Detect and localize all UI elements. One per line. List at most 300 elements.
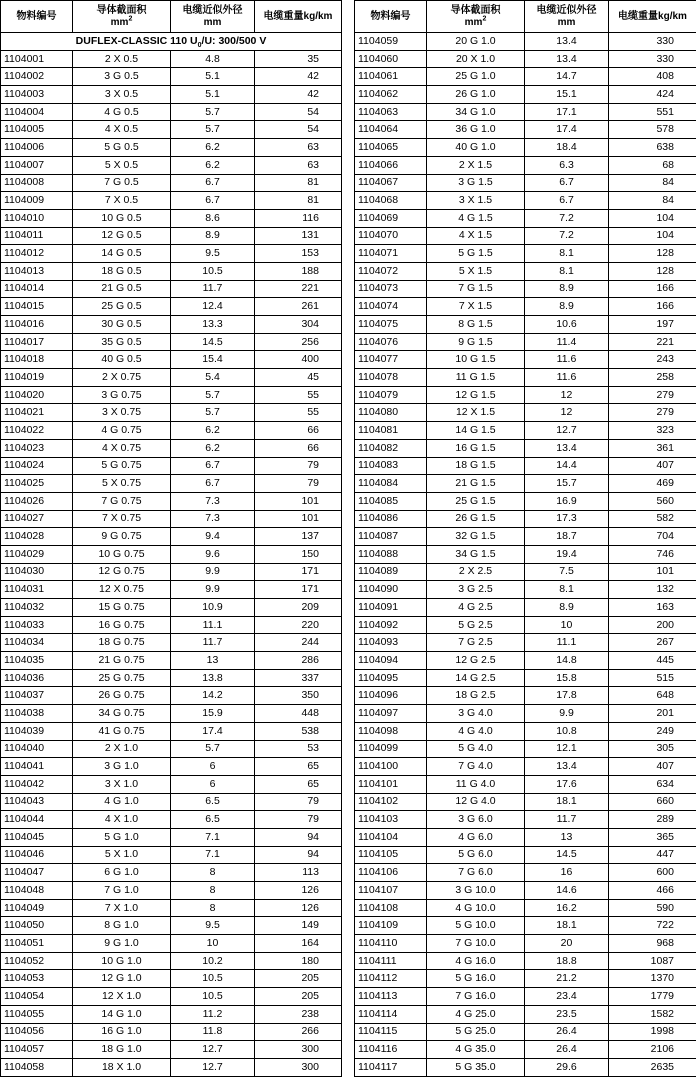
cell-diameter: 14.5 [525,846,609,864]
cell-diameter: 13.4 [525,50,609,68]
table-row [355,758,696,776]
cell-code: 1104001 [1,50,73,68]
cell-code: 1104003 [1,86,73,104]
table-row [355,298,696,316]
cell-diameter: 6.2 [171,139,255,157]
cell-diameter: 5.1 [171,86,255,104]
cell-code: 1104031 [1,581,73,599]
cell-diameter: 21.2 [525,970,609,988]
cell-diameter: 11.2 [171,1005,255,1023]
cell-section: 34 G 1.0 [427,103,525,121]
cell-code: 1104084 [355,475,427,493]
table-row [355,1041,696,1059]
header-weight: 电缆重量kg/km [255,1,342,33]
cell-section: 16 G 0.75 [73,616,171,634]
cell-diameter: 11.7 [171,634,255,652]
cell-code: 1104041 [1,758,73,776]
cell-section: 7 X 1.5 [427,298,525,316]
table-row [355,616,696,634]
table-row [1,599,342,617]
cell-diameter: 9.5 [171,917,255,935]
cell-section: 21 G 1.5 [427,475,525,493]
cell-section: 26 G 1.5 [427,510,525,528]
table-row [1,616,342,634]
cell-code: 1104002 [1,68,73,86]
table-row [355,811,696,829]
cell-section: 25 G 0.5 [73,298,171,316]
table-row [355,86,696,104]
cell-code: 1104007 [1,156,73,174]
cell-section: 34 G 1.5 [427,545,525,563]
cell-weight: 104 [609,209,696,227]
table-row [1,545,342,563]
cell-code: 1104056 [1,1023,73,1041]
cell-diameter: 12.1 [525,740,609,758]
table-row [1,298,342,316]
cell-weight: 300 [255,1041,342,1059]
cell-weight: 201 [609,705,696,723]
cell-weight: 171 [255,563,342,581]
cell-section: 25 G 1.0 [427,68,525,86]
cell-code: 1104070 [355,227,427,245]
cell-weight: 244 [255,634,342,652]
cell-diameter: 8 [171,899,255,917]
cell-section: 18 G 1.5 [427,457,525,475]
table-row [1,882,342,900]
cell-diameter: 15.8 [525,669,609,687]
cell-diameter: 23.5 [525,1005,609,1023]
table-row [1,139,342,157]
cell-weight: 101 [609,563,696,581]
cell-code: 1104104 [355,828,427,846]
cell-diameter: 8.9 [525,599,609,617]
cell-weight: 63 [255,139,342,157]
cell-weight: 407 [609,457,696,475]
cell-code: 1104048 [1,882,73,900]
cell-section: 25 G 0.75 [73,669,171,687]
cell-weight: 600 [609,864,696,882]
cell-code: 1104065 [355,139,427,157]
cell-diameter: 8.9 [525,298,609,316]
cell-section: 15 G 0.75 [73,599,171,617]
table-row [355,262,696,280]
table-row [355,139,696,157]
table-row [355,475,696,493]
cell-weight: 279 [609,386,696,404]
cell-code: 1104069 [355,209,427,227]
table-row [1,86,342,104]
cell-section: 4 X 0.5 [73,121,171,139]
cell-code: 1104083 [355,457,427,475]
cell-weight: 166 [609,298,696,316]
cell-weight: 221 [255,280,342,298]
cell-section: 5 G 16.0 [427,970,525,988]
cell-diameter: 12.7 [525,422,609,440]
cell-code: 1104036 [1,669,73,687]
table-row [355,740,696,758]
table-row [1,422,342,440]
header-diameter: 电缆近似外径 mm [171,1,255,33]
cell-weight: 267 [609,634,696,652]
cell-diameter: 13 [525,828,609,846]
cell-section: 3 X 1.5 [427,192,525,210]
cell-section: 4 G 6.0 [427,828,525,846]
table-row [1,634,342,652]
cell-weight: 266 [255,1023,342,1041]
cell-section: 5 X 1.0 [73,846,171,864]
cell-diameter: 6.7 [525,174,609,192]
cell-diameter: 16.9 [525,492,609,510]
table-row [1,846,342,864]
cell-section: 3 G 4.0 [427,705,525,723]
table-row [1,510,342,528]
cell-code: 1104045 [1,828,73,846]
cell-code: 1104004 [1,103,73,121]
cell-weight: 45 [255,369,342,387]
cell-section: 2 X 0.5 [73,50,171,68]
cell-code: 1104035 [1,652,73,670]
table-row [355,634,696,652]
table-row [1,1041,342,1059]
cell-code: 1104027 [1,510,73,528]
cell-diameter: 6.7 [525,192,609,210]
cell-weight: 407 [609,758,696,776]
table-row [355,510,696,528]
cell-section: 36 G 1.0 [427,121,525,139]
section-title-row [1,33,342,51]
cell-weight: 337 [255,669,342,687]
cell-weight: 84 [609,174,696,192]
table-row [1,899,342,917]
cell-code: 1104092 [355,616,427,634]
table-row [355,457,696,475]
cell-diameter: 6.5 [171,793,255,811]
cell-section: 12 X 1.5 [427,404,525,422]
cell-diameter: 17.1 [525,103,609,121]
cell-section: 4 G 16.0 [427,952,525,970]
cell-code: 1104013 [1,262,73,280]
cell-weight: 81 [255,174,342,192]
cell-diameter: 7.3 [171,492,255,510]
cell-section: 5 G 6.0 [427,846,525,864]
table-row [1,581,342,599]
header-code: 物料编号 [1,1,73,33]
cell-weight: 1087 [609,952,696,970]
table-row [1,103,342,121]
table-row [355,192,696,210]
cell-diameter: 9.9 [171,581,255,599]
cell-diameter: 10 [525,616,609,634]
cell-section: 4 X 1.0 [73,811,171,829]
cell-weight: 447 [609,846,696,864]
cell-diameter: 11.6 [525,369,609,387]
cell-weight: 722 [609,917,696,935]
table-row [1,705,342,723]
table-row [1,687,342,705]
cell-code: 1104076 [355,333,427,351]
cell-code: 1104040 [1,740,73,758]
cell-code: 1104066 [355,156,427,174]
cell-diameter: 5.7 [171,386,255,404]
cell-section: 40 G 0.5 [73,351,171,369]
cell-weight: 101 [255,492,342,510]
table-row [355,156,696,174]
cell-weight: 660 [609,793,696,811]
cell-diameter: 18.7 [525,528,609,546]
cell-code: 1104050 [1,917,73,935]
cell-diameter: 13.4 [525,33,609,51]
table-row [355,209,696,227]
cell-section: 3 G 1.0 [73,758,171,776]
cell-weight: 149 [255,917,342,935]
cell-section: 3 X 1.0 [73,775,171,793]
cell-section: 12 X 1.0 [73,988,171,1006]
cell-diameter: 6.2 [171,439,255,457]
cell-weight: 68 [609,156,696,174]
cell-weight: 79 [255,475,342,493]
cell-diameter: 23.4 [525,988,609,1006]
cell-diameter: 8 [171,882,255,900]
cell-diameter: 18.4 [525,139,609,157]
cell-diameter: 8.1 [525,245,609,263]
table-row [355,882,696,900]
cell-section: 12 G 2.5 [427,652,525,670]
table-row [1,316,342,334]
cell-weight: 126 [255,899,342,917]
cell-section: 7 G 4.0 [427,758,525,776]
cell-section: 12 G 0.5 [73,227,171,245]
cell-section: 7 G 6.0 [427,864,525,882]
cell-diameter: 6.7 [171,174,255,192]
cell-weight: 42 [255,68,342,86]
cell-weight: 221 [609,333,696,351]
table-row [355,899,696,917]
cell-code: 1104074 [355,298,427,316]
cell-diameter: 12.7 [171,1041,255,1059]
cell-diameter: 11.6 [525,351,609,369]
cell-diameter: 10.5 [171,988,255,1006]
cell-diameter: 14.2 [171,687,255,705]
cell-code: 1104059 [355,33,427,51]
cell-section: 12 X 0.75 [73,581,171,599]
cell-weight: 300 [255,1058,342,1076]
cell-code: 1104089 [355,563,427,581]
cell-code: 1104116 [355,1041,427,1059]
cell-section: 16 G 1.0 [73,1023,171,1041]
cell-diameter: 15.1 [525,86,609,104]
cell-code: 1104043 [1,793,73,811]
cell-diameter: 14.4 [525,457,609,475]
cell-weight: 35 [255,50,342,68]
cell-code: 1104101 [355,775,427,793]
cell-section: 4 X 1.5 [427,227,525,245]
table-row [1,333,342,351]
table-row [1,828,342,846]
table-row [355,50,696,68]
header-row [1,1,342,33]
table-row [355,652,696,670]
cell-code: 1104111 [355,952,427,970]
cell-code: 1104020 [1,386,73,404]
table-row [1,192,342,210]
cell-weight: 330 [609,50,696,68]
cell-code: 1104079 [355,386,427,404]
cell-weight: 164 [255,935,342,953]
cell-diameter: 13.4 [525,758,609,776]
cell-code: 1104102 [355,793,427,811]
cell-weight: 54 [255,103,342,121]
cell-weight: 94 [255,846,342,864]
cell-code: 1104072 [355,262,427,280]
table-row [1,970,342,988]
cell-diameter: 5.7 [171,740,255,758]
table-row [355,227,696,245]
header-code: 物料编号 [355,1,427,33]
cell-diameter: 7.2 [525,227,609,245]
cell-diameter: 17.3 [525,510,609,528]
table-row [1,917,342,935]
cell-diameter: 14.6 [525,882,609,900]
cell-code: 1104024 [1,457,73,475]
cell-weight: 94 [255,828,342,846]
cell-weight: 63 [255,156,342,174]
cell-code: 1104068 [355,192,427,210]
cell-section: 3 X 0.5 [73,86,171,104]
cell-weight: 200 [609,616,696,634]
cell-diameter: 6.7 [171,457,255,475]
table-row [355,439,696,457]
cell-code: 1104096 [355,687,427,705]
cell-section: 3 G 2.5 [427,581,525,599]
cell-code: 1104080 [355,404,427,422]
cell-diameter: 8.9 [171,227,255,245]
cell-weight: 81 [255,192,342,210]
table-row [1,174,342,192]
cell-code: 1104115 [355,1023,427,1041]
cell-section: 5 X 1.5 [427,262,525,280]
cell-section: 5 G 4.0 [427,740,525,758]
header-section: 导体截面积 $mm^2$ [73,1,171,33]
cell-section: 7 X 0.75 [73,510,171,528]
table-row [355,864,696,882]
cell-code: 1104033 [1,616,73,634]
cell-code: 1104023 [1,439,73,457]
cell-section: 8 G 1.5 [427,316,525,334]
cell-weight: 466 [609,882,696,900]
cell-section: 4 G 0.75 [73,422,171,440]
cell-section: 18 X 1.0 [73,1058,171,1076]
cell-diameter: 29.6 [525,1058,609,1076]
cell-section: 20 X 1.0 [427,50,525,68]
cell-code: 1104018 [1,351,73,369]
cell-diameter: 14.8 [525,652,609,670]
table-row [355,599,696,617]
cell-code: 1104082 [355,439,427,457]
cell-diameter: 8.1 [525,581,609,599]
cell-weight: 2106 [609,1041,696,1059]
cell-code: 1104052 [1,952,73,970]
cell-diameter: 6.7 [171,475,255,493]
cell-diameter: 15.7 [525,475,609,493]
cell-weight: 1582 [609,1005,696,1023]
cell-code: 1104097 [355,705,427,723]
cell-section: 4 G 2.5 [427,599,525,617]
table-row [1,439,342,457]
table-row [355,369,696,387]
cell-weight: 400 [255,351,342,369]
cell-section: 4 G 1.0 [73,793,171,811]
cell-section: 25 G 1.5 [427,492,525,510]
table-row [355,545,696,563]
cell-weight: 256 [255,333,342,351]
cell-weight: 113 [255,864,342,882]
table-row [355,581,696,599]
cell-weight: 305 [609,740,696,758]
table-row [355,245,696,263]
cell-code: 1104109 [355,917,427,935]
cell-section: 10 G 0.75 [73,545,171,563]
table-row [1,386,342,404]
cell-section: 3 G 1.5 [427,174,525,192]
cell-section: 10 G 1.0 [73,952,171,970]
cell-section: 2 X 1.0 [73,740,171,758]
cell-weight: 53 [255,740,342,758]
cell-code: 1104015 [1,298,73,316]
cell-code: 1104016 [1,316,73,334]
cell-weight: 746 [609,545,696,563]
cell-code: 1104107 [355,882,427,900]
cell-weight: 238 [255,1005,342,1023]
cell-section: 20 G 1.0 [427,33,525,51]
cell-weight: 515 [609,669,696,687]
cell-weight: 560 [609,492,696,510]
cell-section: 16 G 1.5 [427,439,525,457]
cell-weight: 350 [255,687,342,705]
cell-weight: 1998 [609,1023,696,1041]
cell-section: 14 G 0.5 [73,245,171,263]
cell-weight: 578 [609,121,696,139]
table-row [1,280,342,298]
cell-diameter: 10.9 [171,599,255,617]
cell-code: 1104055 [1,1005,73,1023]
table-row [1,775,342,793]
cell-weight: 258 [609,369,696,387]
table-row [355,528,696,546]
cell-code: 1104078 [355,369,427,387]
cell-diameter: 16.2 [525,899,609,917]
table-row [1,492,342,510]
cell-section: 11 G 4.0 [427,775,525,793]
cell-weight: 704 [609,528,696,546]
table-row [355,687,696,705]
cell-code: 1104019 [1,369,73,387]
cell-code: 1104064 [355,121,427,139]
cell-diameter: 11.8 [171,1023,255,1041]
table-row [1,988,342,1006]
cell-weight: 634 [609,775,696,793]
cell-diameter: 5.4 [171,369,255,387]
cell-code: 1104012 [1,245,73,263]
cell-section: 7 G 10.0 [427,935,525,953]
cell-weight: 2635 [609,1058,696,1076]
cell-code: 1104090 [355,581,427,599]
cell-section: 3 G 0.75 [73,386,171,404]
cell-weight: 126 [255,882,342,900]
cell-section: 12 G 4.0 [427,793,525,811]
cell-code: 1104008 [1,174,73,192]
header-section: 导体截面积 $mm^2$ [427,1,525,33]
cell-diameter: 6.2 [171,422,255,440]
